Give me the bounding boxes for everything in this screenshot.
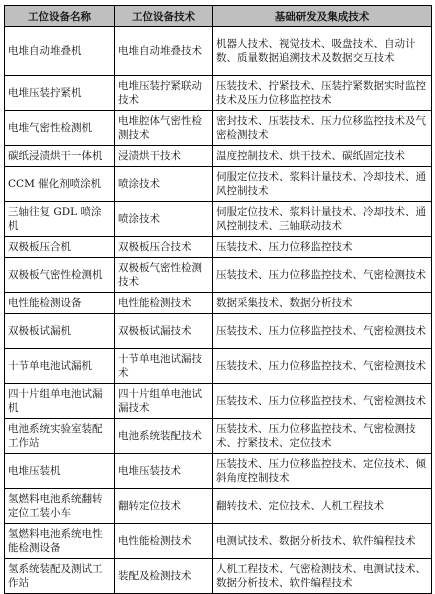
equipment-technology-cell: 电性能检测技术 bbox=[115, 293, 213, 314]
table-row bbox=[5, 167, 432, 202]
table-body bbox=[5, 27, 432, 594]
table-row bbox=[5, 146, 432, 167]
base-technology-cell: 压装技术、压力位移监控技术、气密检测技术、拧紧技术、定位技术 bbox=[213, 419, 432, 454]
equipment-technology-cell: 双极板气密性检测技术 bbox=[115, 258, 213, 293]
equipment-name-cell: 双极板压合机 bbox=[5, 237, 115, 258]
equipment-name-cell: 双极板气密性检测机 bbox=[5, 258, 115, 293]
equipment-table-container bbox=[4, 5, 431, 594]
base-technology-cell: 密封技术、压装技术、压力位移监控技术及气密检测技术 bbox=[213, 111, 432, 146]
equipment-technology-cell: 四十片组单电池试漏技术 bbox=[115, 384, 213, 419]
table-row bbox=[5, 559, 432, 594]
base-technology-cell: 机器人技术、视觉技术、吸盘技术、自动计数、质量数据追溯技术及数据交互技术 bbox=[213, 27, 432, 76]
equipment-technology-cell: 双极板试漏技术 bbox=[115, 314, 213, 349]
equipment-technology-cell: 电堆腔体气密性检测技术 bbox=[115, 111, 213, 146]
table-row bbox=[5, 237, 432, 258]
table-row bbox=[5, 384, 432, 419]
base-technology-cell: 压装技术、压力位移监控技术、气密检测技术 bbox=[213, 384, 432, 419]
equipment-technology-cell: 喷涂技术 bbox=[115, 167, 213, 202]
base-technology-cell: 压装技术、压力位移监控技术、气密检测技术 bbox=[213, 314, 432, 349]
base-technology-cell: 人机工程技术、气密检测技术、电测试技术、数据分析技术、软件编程技术 bbox=[213, 559, 432, 594]
table-row bbox=[5, 314, 432, 349]
table-header-row bbox=[5, 6, 432, 27]
base-technology-cell: 压装技术、压力位移监控技术、定位技术、倾斜角度控制技术 bbox=[213, 454, 432, 489]
equipment-technology-cell: 十节单电池试漏技术 bbox=[115, 349, 213, 384]
table-row bbox=[5, 258, 432, 293]
base-technology-cell: 压装技术、压力位移监控技术 bbox=[213, 237, 432, 258]
equipment-name-cell: 电堆压装机 bbox=[5, 454, 115, 489]
base-technology-cell: 伺服定位技术、浆料计量技术、冷却技术、通风控制技术、三轴联动技术 bbox=[213, 202, 432, 237]
table-row bbox=[5, 489, 432, 524]
base-technology-cell: 翻转技术、定位技术、人机工程技术 bbox=[213, 489, 432, 524]
table-row bbox=[5, 27, 432, 76]
table-row bbox=[5, 419, 432, 454]
base-technology-cell: 压装技术、压力位移监控技术、气密检测技术 bbox=[213, 258, 432, 293]
equipment-name-cell: 氢燃料电池系统电性能检测设备 bbox=[5, 524, 115, 559]
equipment-technology-cell: 电池系统装配技术 bbox=[115, 419, 213, 454]
base-technology-cell: 数据采集技术、数据分析技术 bbox=[213, 293, 432, 314]
equipment-name-cell: 四十片组单电池试漏机 bbox=[5, 384, 115, 419]
equipment-technology-cell: 装配及检测技术 bbox=[115, 559, 213, 594]
base-technology-cell: 温度控制技术、烘干技术、碳纸固定技术 bbox=[213, 146, 432, 167]
equipment-technology-table bbox=[4, 5, 432, 594]
equipment-technology-cell: 电性能检测技术 bbox=[115, 524, 213, 559]
header-equipment-technology: 工位设备技术 bbox=[115, 6, 213, 27]
table-row bbox=[5, 349, 432, 384]
equipment-technology-cell: 翻转定位技术 bbox=[115, 489, 213, 524]
equipment-technology-cell: 喷涂技术 bbox=[115, 202, 213, 237]
equipment-technology-cell: 电堆压装拧紧联动技术 bbox=[115, 76, 213, 111]
table-row bbox=[5, 111, 432, 146]
header-equipment-name: 工位设备名称 bbox=[5, 6, 115, 27]
base-technology-cell: 电测试技术、数据分析技术、软件编程技术 bbox=[213, 524, 432, 559]
table-row bbox=[5, 524, 432, 559]
equipment-name-cell: 十节单电池试漏机 bbox=[5, 349, 115, 384]
equipment-technology-cell: 电堆自动堆叠技术 bbox=[115, 27, 213, 76]
equipment-name-cell: 电池系统实验室装配工作站 bbox=[5, 419, 115, 454]
equipment-name-cell: CCM 催化剂喷涂机 bbox=[5, 167, 115, 202]
equipment-name-cell: 三轴往复 GDL 喷涂机 bbox=[5, 202, 115, 237]
equipment-name-cell: 电性能检测设备 bbox=[5, 293, 115, 314]
equipment-technology-cell: 双极板压合技术 bbox=[115, 237, 213, 258]
base-technology-cell: 伺服定位技术、浆料计量技术、冷却技术、通风控制技术 bbox=[213, 167, 432, 202]
equipment-technology-cell: 浸渍烘干技术 bbox=[115, 146, 213, 167]
table-row bbox=[5, 454, 432, 489]
equipment-name-cell: 碳纸浸渍烘干一体机 bbox=[5, 146, 115, 167]
table-row bbox=[5, 293, 432, 314]
equipment-name-cell: 电堆压装拧紧机 bbox=[5, 76, 115, 111]
equipment-name-cell: 双极板试漏机 bbox=[5, 314, 115, 349]
header-base-rd-technology: 基础研发及集成技术 bbox=[213, 6, 432, 27]
equipment-name-cell: 氢燃料电池系统翻转定位工装小车 bbox=[5, 489, 115, 524]
equipment-name-cell: 氢系统装配及测试工作站 bbox=[5, 559, 115, 594]
base-technology-cell: 压装技术、压力位移监控技术、气密检测技术 bbox=[213, 349, 432, 384]
table-row bbox=[5, 202, 432, 237]
equipment-technology-cell: 电堆压装技术 bbox=[115, 454, 213, 489]
table-row bbox=[5, 76, 432, 111]
equipment-name-cell: 电堆自动堆叠机 bbox=[5, 27, 115, 76]
equipment-name-cell: 电堆气密性检测机 bbox=[5, 111, 115, 146]
base-technology-cell: 压装技术、拧紧技术、压装拧紧数据实时监控技术及压力位移监控技术 bbox=[213, 76, 432, 111]
